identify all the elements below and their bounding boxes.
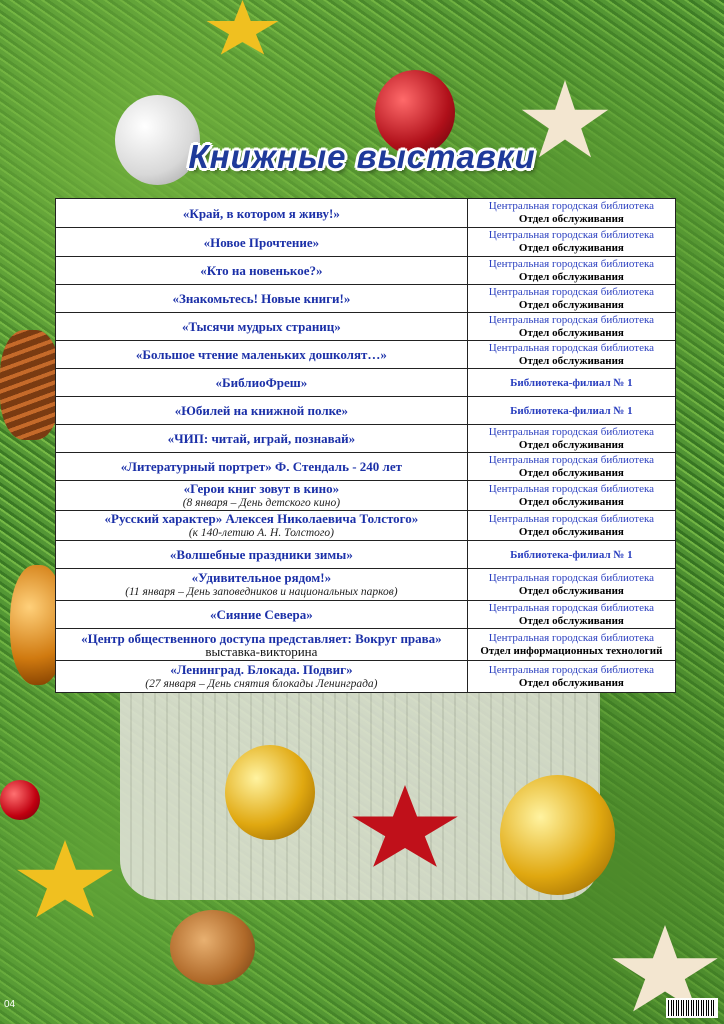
exhibition-note: (27 января – День снятия блокады Ленинграда) bbox=[145, 677, 378, 690]
exhibition-cell bbox=[56, 369, 468, 397]
footer-code: 04 bbox=[4, 999, 16, 1010]
library-cell bbox=[467, 228, 675, 257]
library-cell bbox=[467, 541, 675, 569]
exhibition-cell bbox=[56, 541, 468, 569]
exhibition-row bbox=[56, 369, 676, 397]
exhibition-name: «Кто на новенькое?» bbox=[200, 263, 323, 278]
exhibition-note: (к 140-летию А. Н. Толстого) bbox=[188, 526, 334, 539]
exhibition-row bbox=[56, 629, 676, 661]
red-berries bbox=[0, 780, 40, 820]
title-container bbox=[0, 138, 724, 176]
library-name: Центральная городская библиотека bbox=[488, 229, 655, 241]
department-name: Отдел обслуживания bbox=[518, 242, 624, 254]
exhibition-row bbox=[56, 341, 676, 369]
gold-star bbox=[205, 0, 280, 60]
exhibition-name: «Край, в котором я живу!» bbox=[182, 205, 340, 221]
exhibition-row bbox=[56, 601, 676, 629]
gold-ornament-right bbox=[500, 775, 615, 895]
exhibition-cell bbox=[56, 397, 468, 425]
exhibition-row bbox=[56, 199, 676, 228]
library-name: Библиотека-филиал № 1 bbox=[510, 377, 633, 389]
department-name: Отдел обслуживания bbox=[518, 584, 624, 597]
exhibition-name: «Сияние Севера» bbox=[210, 607, 313, 622]
library-cell bbox=[467, 629, 675, 661]
department-name: Отдел обслуживания bbox=[518, 326, 624, 339]
gold-star-left bbox=[15, 840, 115, 925]
exhibition-cell bbox=[56, 661, 468, 693]
library-cell bbox=[467, 257, 675, 285]
exhibition-cell bbox=[56, 199, 468, 228]
exhibitions-table-body bbox=[56, 199, 676, 693]
exhibition-cell bbox=[56, 285, 468, 313]
library-name: Центральная городская библиотека bbox=[488, 571, 655, 584]
exhibition-row bbox=[56, 569, 676, 601]
page-title: Книжные выставки bbox=[188, 138, 536, 175]
department-name: Отдел обслуживания bbox=[518, 298, 624, 311]
library-cell bbox=[467, 511, 675, 541]
exhibition-cell bbox=[56, 511, 468, 541]
barcode bbox=[666, 998, 718, 1018]
exhibition-cell bbox=[56, 313, 468, 341]
exhibition-name: «Тысячи мудрых страниц» bbox=[181, 319, 341, 334]
library-name: Центральная городская библиотека bbox=[488, 341, 655, 354]
exhibition-row bbox=[56, 228, 676, 257]
department-name: Отдел обслуживания bbox=[518, 495, 624, 508]
library-cell bbox=[467, 481, 675, 511]
department-name: Отдел обслуживания bbox=[518, 676, 624, 689]
exhibition-cell bbox=[56, 481, 468, 511]
exhibition-row bbox=[56, 541, 676, 569]
department-name: Отдел обслуживания bbox=[518, 525, 624, 538]
library-name: Центральная городская библиотека bbox=[488, 453, 655, 466]
library-cell bbox=[467, 569, 675, 601]
exhibition-row bbox=[56, 511, 676, 541]
library-name: Центральная городская библиотека bbox=[488, 285, 655, 298]
library-cell bbox=[467, 661, 675, 693]
exhibition-name: «Удивительное рядом!» bbox=[191, 569, 332, 585]
department-name: Отдел обслуживания bbox=[518, 466, 624, 479]
library-cell bbox=[467, 199, 675, 228]
exhibition-row bbox=[56, 661, 676, 693]
library-name: Центральная городская библиотека bbox=[488, 601, 655, 614]
exhibition-cell bbox=[56, 341, 468, 369]
exhibition-cell bbox=[56, 601, 468, 629]
exhibition-name: «Волшебные праздники зимы» bbox=[169, 547, 353, 562]
department-name: Отдел обслуживания bbox=[518, 270, 624, 283]
exhibition-row bbox=[56, 453, 676, 481]
library-cell bbox=[467, 369, 675, 397]
exhibition-row bbox=[56, 313, 676, 341]
library-name: Центральная городская библиотека bbox=[488, 512, 655, 525]
exhibition-name: «Герои книг зовут в кино» bbox=[183, 480, 340, 496]
library-cell bbox=[467, 341, 675, 369]
exhibition-name: «Центр общественного доступа представляет: Вокруг права» bbox=[81, 630, 442, 646]
library-cell bbox=[467, 397, 675, 425]
department-name: Отдел обслуживания bbox=[518, 614, 624, 627]
exhibition-note: (8 января – День детского кино) bbox=[182, 496, 341, 509]
library-cell bbox=[467, 601, 675, 629]
department-name: Отдел информационных технологий bbox=[480, 644, 663, 657]
gingerbread-pot bbox=[170, 910, 255, 985]
exhibition-name: «Литературный портрет» Ф. Стендаль - 240 лет bbox=[120, 459, 402, 474]
exhibitions-table bbox=[55, 198, 676, 693]
library-name: Центральная городская библиотека bbox=[488, 257, 655, 270]
exhibition-name: «Новое Прочтение» bbox=[203, 234, 320, 250]
exhibition-extra: выставка-викторина bbox=[205, 643, 318, 659]
exhibition-cell bbox=[56, 425, 468, 453]
pinecone bbox=[0, 330, 60, 440]
library-cell bbox=[467, 285, 675, 313]
exhibition-row bbox=[56, 397, 676, 425]
exhibition-cell bbox=[56, 629, 468, 661]
department-name: Отдел обслуживания bbox=[518, 354, 624, 367]
library-name: Центральная городская библиотека bbox=[488, 631, 655, 644]
exhibition-cell bbox=[56, 569, 468, 601]
exhibition-name: «Русский характер» Алексея Николаевича Толстого» bbox=[104, 510, 419, 526]
exhibition-cell bbox=[56, 453, 468, 481]
library-name: Центральная городская библиотека bbox=[488, 425, 655, 438]
library-name: Центральная городская библиотека bbox=[488, 200, 655, 212]
library-name: Центральная городская библиотека bbox=[488, 663, 655, 676]
department-name: Отдел обслуживания bbox=[518, 213, 624, 225]
library-name: Библиотека-филиал № 1 bbox=[510, 405, 633, 417]
library-name: Центральная городская библиотека bbox=[488, 482, 655, 495]
library-cell bbox=[467, 313, 675, 341]
exhibition-name: «ЧИП: читай, играй, познавай» bbox=[167, 431, 356, 446]
gold-ornament bbox=[225, 745, 315, 840]
exhibition-row bbox=[56, 481, 676, 511]
exhibition-note: (11 января – День заповедников и национальных парков) bbox=[125, 585, 398, 598]
exhibition-cell bbox=[56, 257, 468, 285]
library-name: Центральная городская библиотека bbox=[488, 313, 655, 326]
exhibition-name: «Ленинград. Блокада. Подвиг» bbox=[170, 661, 353, 677]
exhibition-cell bbox=[56, 228, 468, 257]
exhibition-name: «Знакомьтесь! Новые книги!» bbox=[172, 291, 351, 306]
library-name: Библиотека-филиал № 1 bbox=[510, 549, 633, 561]
exhibition-row bbox=[56, 257, 676, 285]
exhibition-row bbox=[56, 425, 676, 453]
library-cell bbox=[467, 425, 675, 453]
exhibition-row bbox=[56, 285, 676, 313]
library-cell bbox=[467, 453, 675, 481]
exhibition-name: «Большое чтение маленьких дошколят…» bbox=[135, 347, 387, 362]
exhibition-name: «БиблиоФреш» bbox=[215, 375, 308, 390]
exhibition-name: «Юбилей на книжной полке» bbox=[174, 403, 349, 418]
department-name: Отдел обслуживания bbox=[518, 438, 624, 451]
